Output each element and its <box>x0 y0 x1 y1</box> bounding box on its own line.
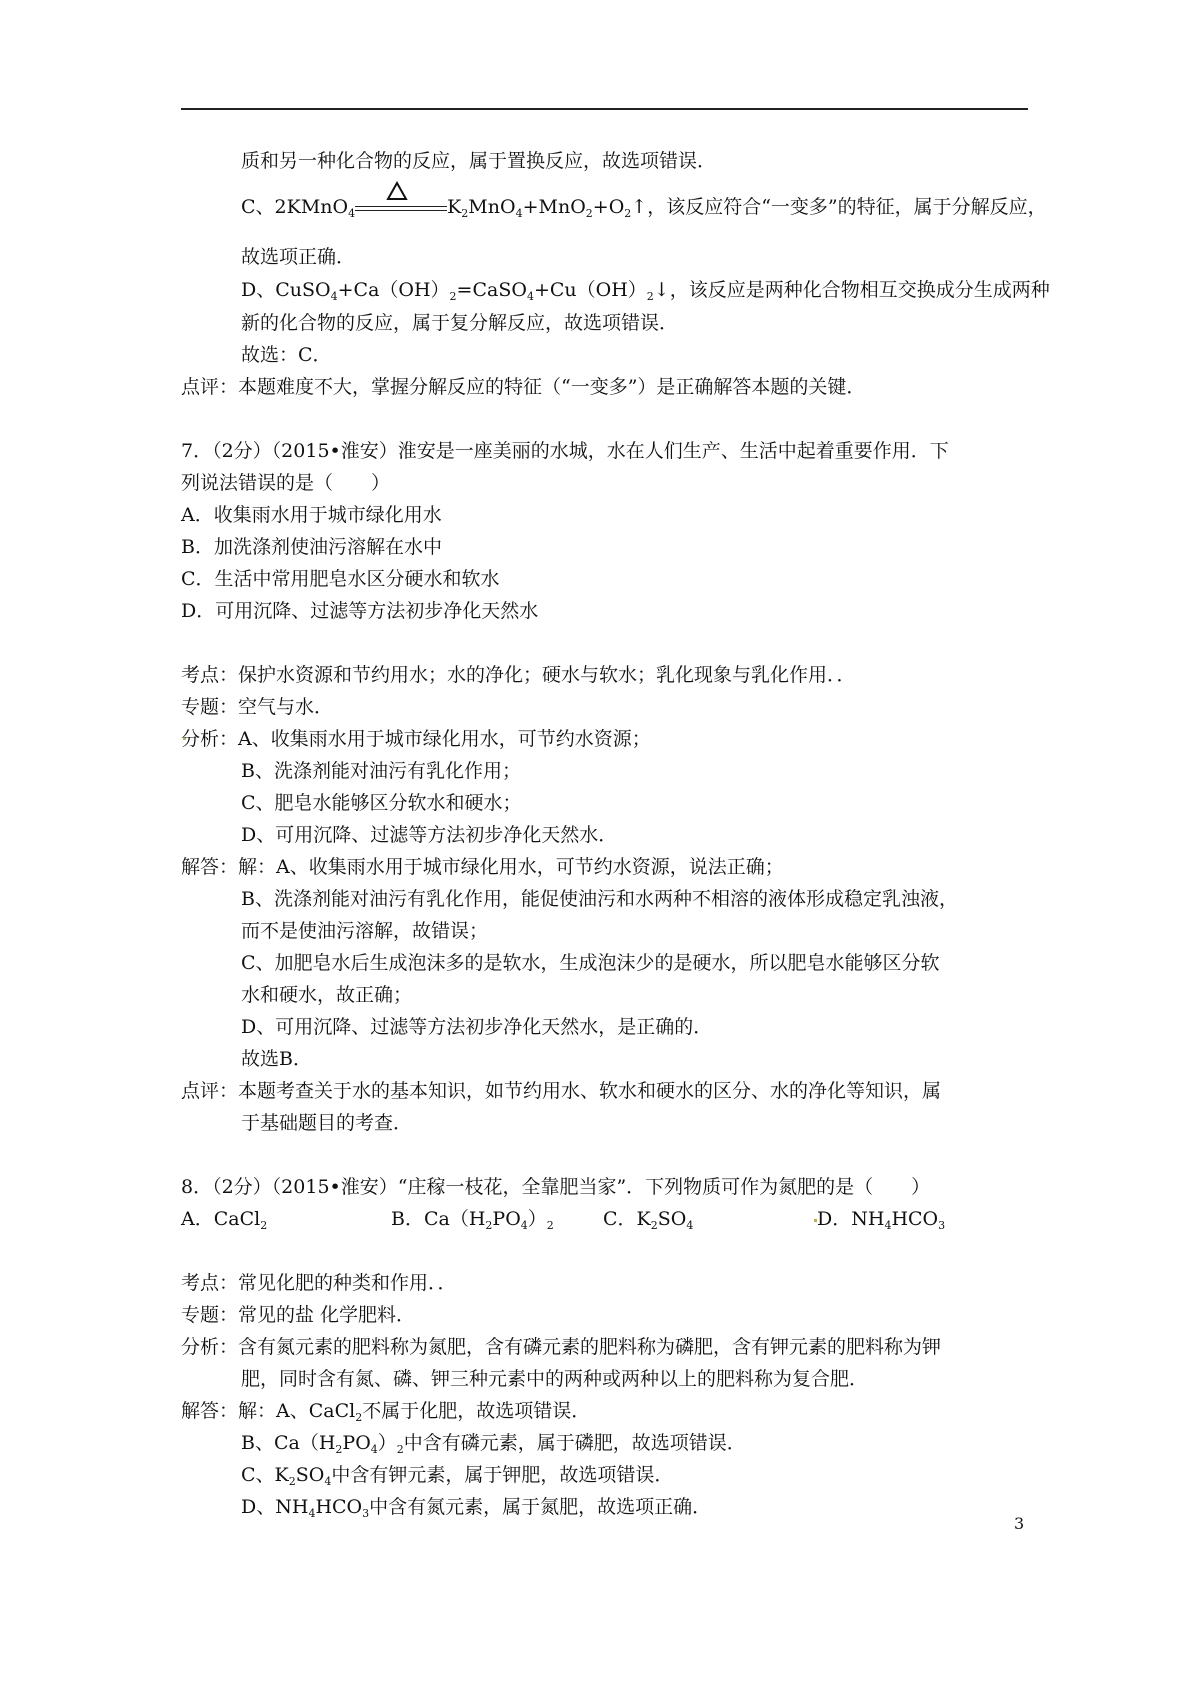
text-line: 新的化合物的反应，属于复分解反应，故选项错误． <box>241 312 679 334</box>
page-number: 3 <box>1014 1514 1025 1533</box>
question-7-option-a: A．收集雨水用于城市绿化用水 <box>181 504 442 526</box>
text-line: 肥，同时含有氮、磷、钾三种元素中的两种或两种以上的肥料称为复合肥． <box>241 1368 869 1390</box>
text-line: 解答：解：A、收集雨水用于城市绿化用水，可节约水资源，说法正确； <box>181 856 784 878</box>
question-7-option-d: D．可用沉降、过滤等方法初步净化天然水 <box>181 600 539 622</box>
text-line: D、$NH_4HCO_3$中含有氮元素，属于氮肥，故选项正确． <box>241 1496 712 1520</box>
question-8-option-b: B．$Ca(H_2PO_4)_2$ <box>391 1208 554 1232</box>
question-8-stem: 8．（2分）（2015•淮安）“庄稼一枝花，全靠肥当家”．下列物质可作为氮肥的是（ ） <box>181 1176 931 1198</box>
text-line: 分析：含有氮元素的肥料称为氮肥，含有磷元素的肥料称为磷肥，含有钾元素的肥料称为钾 <box>181 1336 942 1358</box>
comment-line: 于基础题目的考查． <box>241 1112 413 1134</box>
text-line: 专题：空气与水． <box>181 696 334 718</box>
text-line: B、$Ca(H_2PO_4)_2$中含有磷元素，属于磷肥，故选项错误． <box>241 1432 746 1456</box>
text-line: 质和另一种化合物的反应，属于置换反应，故选项错误． <box>241 150 717 172</box>
question-7-option-c: C．生活中常用肥皂水区分硬水和软水 <box>181 568 500 590</box>
text-line: 而不是使油污溶解，故错误； <box>241 920 489 942</box>
header-rule <box>181 108 1028 110</box>
text-line: 故选B． <box>241 1048 312 1070</box>
text-line: D、可用沉降、过滤等方法初步净化天然水． <box>241 824 618 846</box>
text-line: B、洗涤剂能对油污有乳化作用，能促使油污和水两种不相溶的液体形成稳定乳浊液， <box>241 888 958 910</box>
heating-condition-arrow <box>355 194 447 220</box>
text-line: 故选项正确． <box>241 246 356 268</box>
comment-line: 点评：本题考查关于水的基本知识，如节约用水、软水和硬水的区分、水的净化等知识，属 <box>181 1080 942 1102</box>
text-line: 专题：常见的盐 化学肥料． <box>181 1304 416 1326</box>
text-line: 故选：C． <box>241 344 332 366</box>
question-8-option-c: C．$K_2SO_4$ <box>603 1208 694 1232</box>
comment-line: 点评：本题难度不大，掌握分解反应的特征（“一变多”）是正确解答本题的关键． <box>181 376 866 398</box>
question-7-stem: 列说法错误的是（ ） <box>181 472 391 494</box>
text-line: 考点：常见化肥的种类和作用．． <box>181 1272 457 1294</box>
text-line: C、加肥皂水后生成泡沫多的是软水，生成泡沫少的是硬水，所以肥皂水能够区分软 <box>241 952 940 974</box>
text-line: 考点：保护水资源和节约用水；水的净化；硬水与软水；乳化现象与乳化作用．． <box>181 664 856 686</box>
question-7-option-b: B．加洗涤剂使油污溶解在水中 <box>181 536 442 558</box>
text-line: C、肥皂水能够区分软水和硬水； <box>241 792 522 814</box>
question-8-option-d: D．$NH_4HCO_3$ <box>817 1208 946 1232</box>
question-8-option-a: A．CaCl$_2$ <box>181 1208 268 1232</box>
equation-line: C、2KMnO$_4$ $K_2MnO_4+MnO_2+O_2↑$，该反应符合“一变多”的特征，属于分解反应， <box>241 194 1047 220</box>
text-line: C、$K_2SO_4$中含有钾元素，属于钾肥，故选项错误． <box>241 1464 674 1488</box>
text-line: D、可用沉降、过滤等方法初步净化天然水，是正确的． <box>241 1016 713 1038</box>
text-line: 分析：A、收集雨水用于城市绿化用水，可节约水资源； <box>181 728 651 750</box>
text-line: B、洗涤剂能对油污有乳化作用； <box>241 760 521 782</box>
equation-line: D、$CuSO_4+Ca(OH)_2=CaSO_4+Cu(OH)_2↓$，该反应是两种化合物相互交换成分生成两种 <box>241 279 1050 303</box>
triangle-icon <box>386 181 408 201</box>
text-line: 水和硬水，故正确； <box>241 984 413 1006</box>
question-7-stem: 7．（2分）（2015•淮安）淮安是一座美丽的水城，水在人们生产、生活中起着重要作用．下 <box>181 440 949 462</box>
text-line: 解答：解：A、CaCl$_2$不属于化肥，故选项错误． <box>181 1400 591 1424</box>
